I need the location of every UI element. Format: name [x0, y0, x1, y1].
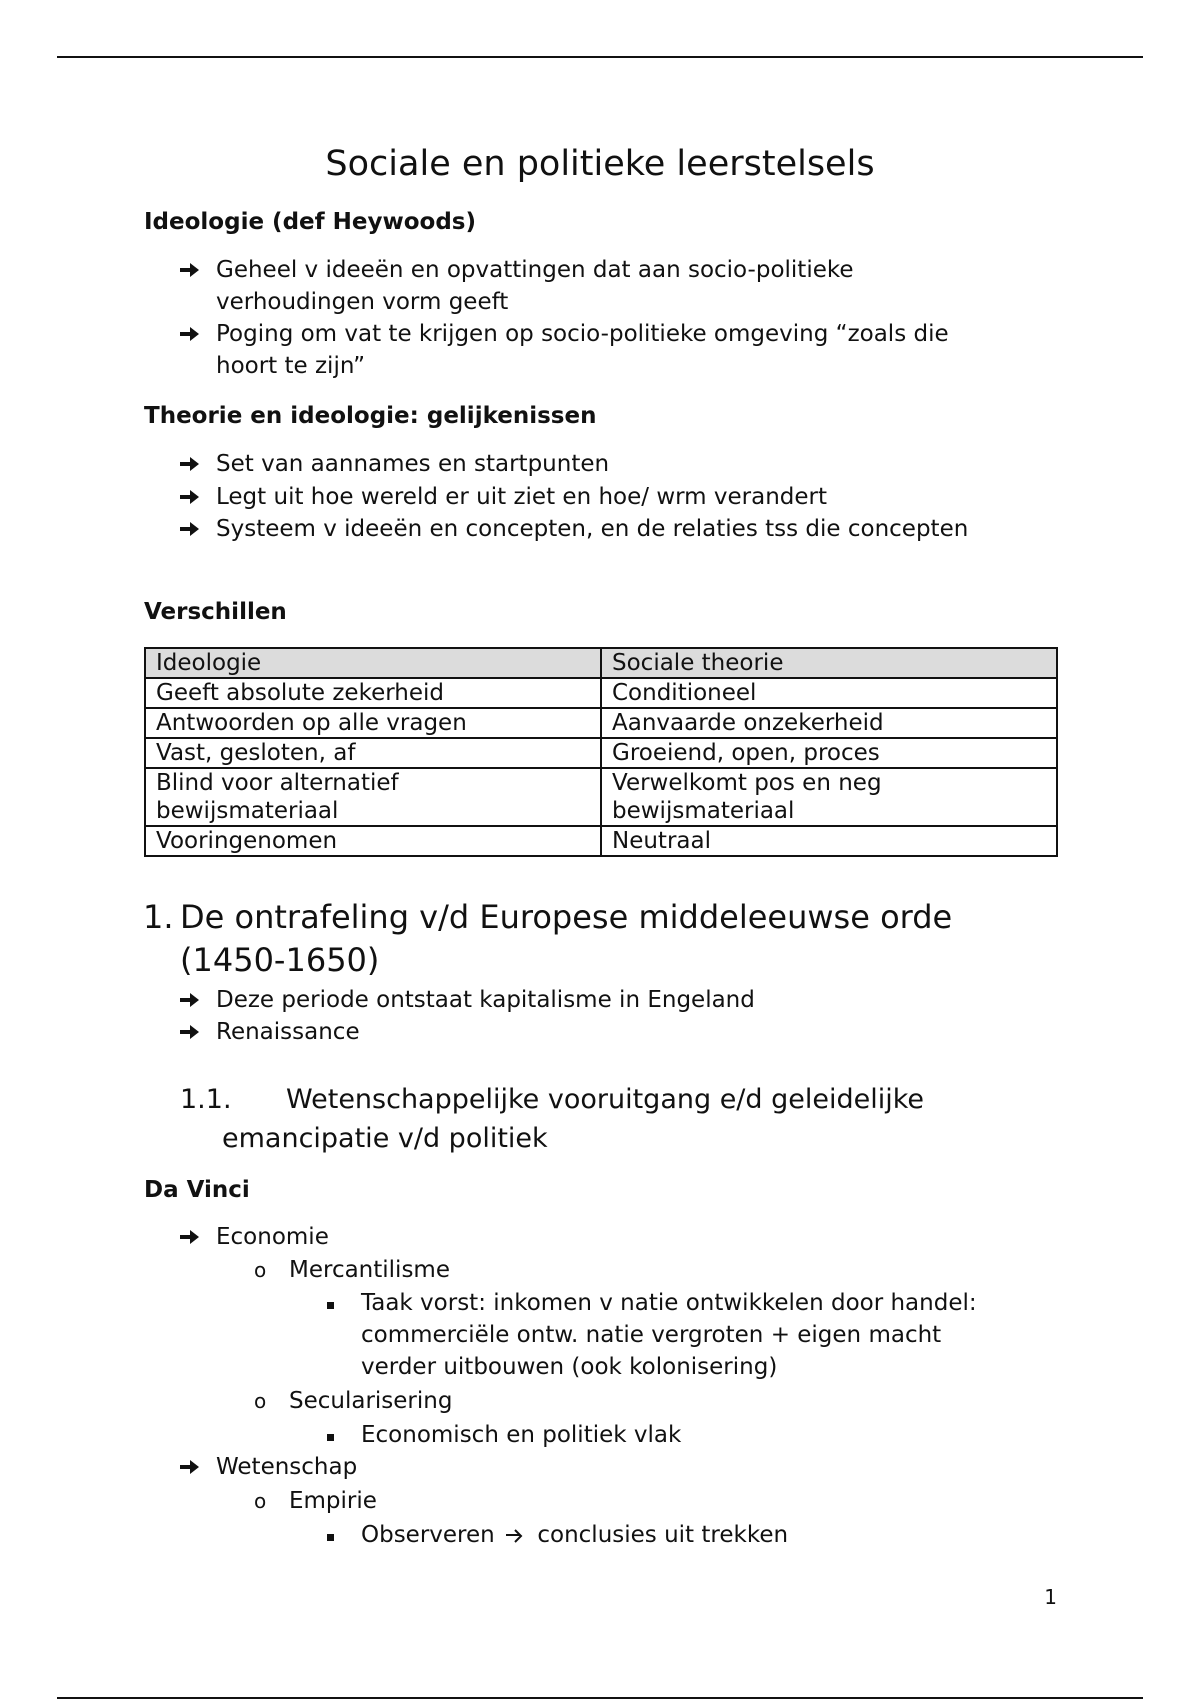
cell-line: bewijsmateriaal — [156, 798, 339, 824]
table-cell — [145, 678, 601, 708]
arrow-bullet-icon — [180, 318, 200, 342]
list-item-line: commerciële ontw. natie vergroten + eigen macht — [361, 1322, 942, 1348]
heading-gelijkenissen: Theorie en ideologie: gelijkenissen — [144, 403, 597, 429]
observeren-text: Observeren — [361, 1522, 495, 1548]
comparison-table — [144, 647, 1058, 857]
page-number: 1 — [1044, 1585, 1057, 1609]
table-row — [145, 826, 1057, 856]
arrow-bullet-icon — [180, 513, 200, 537]
table-row — [145, 768, 1057, 826]
table-cell — [145, 826, 601, 856]
list-item: Mercantilisme — [289, 1257, 450, 1283]
cell-line: Vooringenomen — [156, 828, 338, 854]
arrow-bullet-icon — [180, 1221, 200, 1245]
arrow-bullet-icon — [180, 984, 200, 1008]
list-item: Secularisering — [289, 1388, 453, 1414]
arrow-bullet-icon — [180, 448, 200, 472]
table-cell — [145, 768, 601, 826]
list-item-line: verhoudingen vorm geeft — [216, 289, 509, 315]
section-number: 1.1. — [180, 1084, 232, 1115]
list-item-observeren — [361, 1519, 788, 1552]
list-item: Economisch en politiek vlak — [361, 1422, 682, 1448]
table-cell — [601, 826, 1057, 856]
cell-line: Groeiend, open, proces — [612, 740, 880, 766]
table-header-row — [145, 648, 1057, 678]
arrow-bullet-icon — [180, 1451, 200, 1475]
cell-line: Aanvaarde onzekerheid — [612, 710, 884, 736]
table-row — [145, 738, 1057, 768]
list-item-line: Geheel v ideeën en opvattingen dat aan socio-politieke — [216, 257, 854, 283]
list-item: Systeem v ideeën en concepten, en de relaties tss die concepten — [216, 516, 969, 542]
footer-rule — [57, 1697, 1143, 1699]
cell-line: Geeft absolute zekerheid — [156, 680, 444, 706]
table-row — [145, 678, 1057, 708]
table-cell — [145, 738, 601, 768]
list-item-line: Poging om vat te krijgen op socio-politieke omgeving “zoals die — [216, 321, 949, 347]
list-item-line: hoort te zijn” — [216, 353, 366, 379]
list-item-line: verder uitbouwen (ook kolonisering) — [361, 1354, 778, 1380]
list-item: Wetenschap — [216, 1454, 358, 1480]
arrow-right-icon — [506, 1520, 526, 1552]
arrow-bullet-icon — [180, 1016, 200, 1040]
header-rule — [57, 56, 1143, 58]
list-item: Economie — [216, 1224, 329, 1250]
section-title-cont: emancipatie v/d politiek — [222, 1123, 548, 1154]
circle-bullet: o — [254, 1389, 267, 1413]
table-cell — [601, 678, 1057, 708]
column-header: Ideologie — [145, 648, 601, 678]
cell-line: Verwelkomt pos en neg — [612, 770, 882, 796]
chapter-number: 1. — [143, 898, 174, 936]
table-row — [145, 708, 1057, 738]
cell-line: Neutraal — [612, 828, 711, 854]
square-bullet-icon — [327, 1302, 334, 1309]
column-header: Sociale theorie — [601, 648, 1057, 678]
heading-da-vinci: Da Vinci — [144, 1177, 250, 1203]
arrow-bullet-icon — [180, 254, 200, 278]
heading-verschillen: Verschillen — [144, 599, 287, 625]
table-cell — [601, 708, 1057, 738]
circle-bullet: o — [254, 1489, 267, 1513]
observeren-rest-text: conclusies uit trekken — [537, 1522, 789, 1548]
chapter-title-cont: (1450-1650) — [180, 941, 380, 979]
cell-line: Conditioneel — [612, 680, 757, 706]
table-cell — [145, 708, 601, 738]
list-item: Renaissance — [216, 1019, 360, 1045]
cell-line: bewijsmateriaal — [612, 798, 795, 824]
page-title: Sociale en politieke leerstelsels — [325, 144, 875, 184]
list-item: Set van aannames en startpunten — [216, 451, 610, 477]
list-item: Deze periode ontstaat kapitalisme in Engeland — [216, 987, 755, 1013]
list-item: Legt uit hoe wereld er uit ziet en hoe/ wrm verandert — [216, 484, 828, 510]
list-item-line: Taak vorst: inkomen v natie ontwikkelen door handel: — [361, 1290, 977, 1316]
square-bullet-icon — [327, 1434, 334, 1441]
heading-ideologie: Ideologie (def Heywoods) — [144, 209, 477, 235]
cell-line: Vast, gesloten, af — [156, 740, 356, 766]
table-cell — [601, 768, 1057, 826]
list-item: Empirie — [289, 1488, 377, 1514]
circle-bullet: o — [254, 1258, 267, 1282]
chapter-title: De ontrafeling v/d Europese middeleeuwse orde — [180, 898, 953, 936]
cell-line: Blind voor alternatief — [156, 770, 399, 796]
table-cell — [601, 738, 1057, 768]
arrow-bullet-icon — [180, 481, 200, 505]
section-title: Wetenschappelijke vooruitgang e/d geleidelijke — [286, 1084, 925, 1115]
cell-line: Antwoorden op alle vragen — [156, 710, 467, 736]
square-bullet-icon — [327, 1534, 334, 1541]
